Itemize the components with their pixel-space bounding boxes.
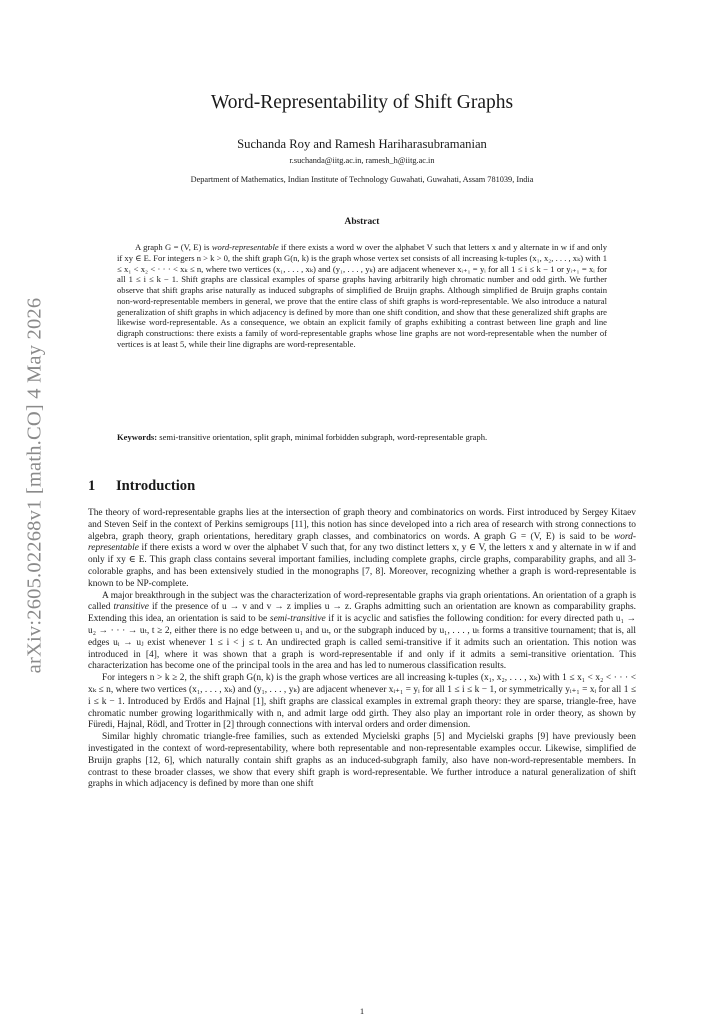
paper-title: Word-Representability of Shift Graphs — [210, 92, 514, 113]
arxiv-identifier — [24, 285, 46, 685]
abstract-heading: Abstract — [344, 217, 380, 227]
abstract-text-2: if there exists a word w over the alphabet V such that letters x and y alternate in w if and only if xy ∈ E. For integers n > k > 0, the shift graph G(n, k) is the graph whose vertex set consists of all increasing k-tuples (x₁, x₂, . . . , xₖ) with 1 ≤ x₁ < x₂ < · · · < xₖ ≤ n, where two vertices (x₁, . . . , xₖ) and (y₁, . . . , yₖ) are adjacent whenever xᵢ₊₁ = yᵢ for all 1 ≤ i ≤ k − 1 or yᵢ₊₁ = xᵢ for all 1 ≤ i ≤ k − 1. Shift graphs are classical examples of sparse graphs having arbitrarily high chromatic number and odd girth. We further observe that shift graphs arise naturally as induced subgraphs of simplified de Bruijn graphs. Although simplified de Bruijn graphs contain non-word-representable members in general, we prove that the entire class of shift graphs is word-representable. We also introduce a natural generalization of shift graphs in which adjacency is defined by more than one shift condition, and show that these generalized shift graphs are likewise word-representable. As a consequence, we obtain an explicit family of graphs exhibiting a contrast between line graph and line digraph constructions: there exists a family of word-representable graphs whose line graphs are not word-representable when the number of vertices is at least 5, while their line digraphs are word-representable. — [117, 242, 608, 349]
author-affiliation: Department of Mathematics, Indian Institute of Technology Guwahati, Guwahati, Assam 781039, India — [190, 175, 534, 184]
keywords-label: Keywords: — [117, 432, 158, 442]
keywords — [117, 432, 607, 443]
intro-p2-text-b: if the presence of u → v and v → z implies u → z. Graphs admitting such an orientation are known as comparability graphs. Extending this idea, an orientation is said to be — [88, 602, 636, 625]
intro-paragraph-2 — [88, 591, 636, 674]
keywords-text: semi-transitive orientation, split graph, minimal forbidden subgraph, word-representable graph. — [157, 432, 488, 442]
intro-p2-text-a: A major breakthrough in the subject was the characterization of word-representable graphs via graph orientations. An orientation of a graph is called — [88, 590, 636, 613]
author-list: Suchanda Roy and Ramesh Hariharasubramanian — [237, 137, 487, 151]
intro-p1-emphasis: word-representable — [88, 531, 636, 554]
section-number: 1 — [88, 478, 96, 494]
section-title: Introduction — [116, 478, 196, 494]
intro-paragraph-4: Similar highly chromatic triangle-free families, such as extended Mycielski graphs [5] and Mycielski graphs [9] have previously been investigated in the context of word-representability, where both representable and non-representable examples occur. Likewise, simplified de Bruijn graphs [12, 6], which naturally contain shift graphs as an induced-subgraph family, also have non-word-representable members. In contrast to these broader classes, we show that every shift graph is word-representable. We further introduce a natural generalization of shift graphs in which adjacency is defined by more than one shift — [88, 732, 636, 790]
intro-p2-emphasis-2: semi-transitive — [269, 614, 326, 625]
abstract-emphasis: word-representable — [211, 242, 279, 252]
intro-paragraph-3: For integers n > k ≥ 2, the shift graph G(n, k) is the graph whose vertices are all increasing k-tuples (x₁, x₂, . . . , xₖ) with 1 ≤ x₁ < x₂ < · · · < xₖ ≤ n, where two vertices (x₁, . . . , xₖ) and (y₁, . . . , yₖ) are adjacent whenever xᵢ₊₁ = yᵢ for all 1 ≤ i ≤ k − 1, or symmetrically yᵢ₊₁ = xᵢ for all 1 ≤ i ≤ k − 1. Introduced by Erdős and Hajnal [1], shift graphs are classical examples in extremal graph theory: they are sparse, triangle-free, have chromatic number growing logarithmically with n, and admit large odd girth. They also play an important role in order theory, as shown by Füredi, Hajnal, Rödl, and Trotter in [2] through connections with interval orders and order dimension. — [88, 673, 636, 731]
intro-p1-text-b: if there exists a word w over the alphabet V such that, for any two distinct letters x, y ∈ V, the letters x and y alternate in w if and only if xy ∈ E. This graph class contains several important families, including complete graphs, circle graphs, comparability graphs, and all 3-colorable graphs, and has been extensively studied in the monographs [7, 8]. Moreover, recognizing whether a graph is word-representable is known to be NP-complete. — [88, 543, 636, 589]
introduction-body — [88, 508, 636, 791]
intro-paragraph-1 — [88, 508, 636, 591]
abstract-text-1: A graph G = (V, E) is — [135, 242, 212, 252]
author-emails: r.suchanda@iitg.ac.in, ramesh_h@iitg.ac.in — [289, 156, 435, 165]
page-number: 1 — [359, 1006, 365, 1016]
abstract-body — [117, 242, 607, 350]
intro-p2-emphasis-1: transitive — [113, 602, 149, 613]
section-heading — [88, 478, 636, 495]
intro-p2-text-c: if it is acyclic and satisfies the following condition: for every directed path u₁ → u₂ → · · · → uₜ, t ≥ 2, either there is no edge between u₁ and uₜ, or the subgraph induced by u₁, . . . , uₜ forms a transitive tournament; that is, all edges uᵢ → uⱼ exist whenever 1 ≤ i < j ≤ t. An undirected graph is called semi-transitive if it admits such an orientation. This notion was introduced in [4], where it was shown that a graph is word-representable if and only if it admits a semi-transitive orientation. This characterization has become one of the principal tools in the area and has led to numerous classification results. — [88, 614, 636, 672]
intro-p1-text-a: The theory of word-representable graphs lies at the intersection of graph theory and combinatorics on words. First introduced by Sergey Kitaev and Steven Seif in the context of Perkins semigroups [11], this notion has since developed into a rich area of research with strong connections to algebra, graph theory, graph orientations, hereditary graph classes, and combinatorics on words. A graph G = (V, E) is said to be — [88, 508, 636, 542]
arxiv-identifier-text: arXiv:2605.02268v1 [math.CO] 4 May 2026 — [23, 297, 46, 673]
